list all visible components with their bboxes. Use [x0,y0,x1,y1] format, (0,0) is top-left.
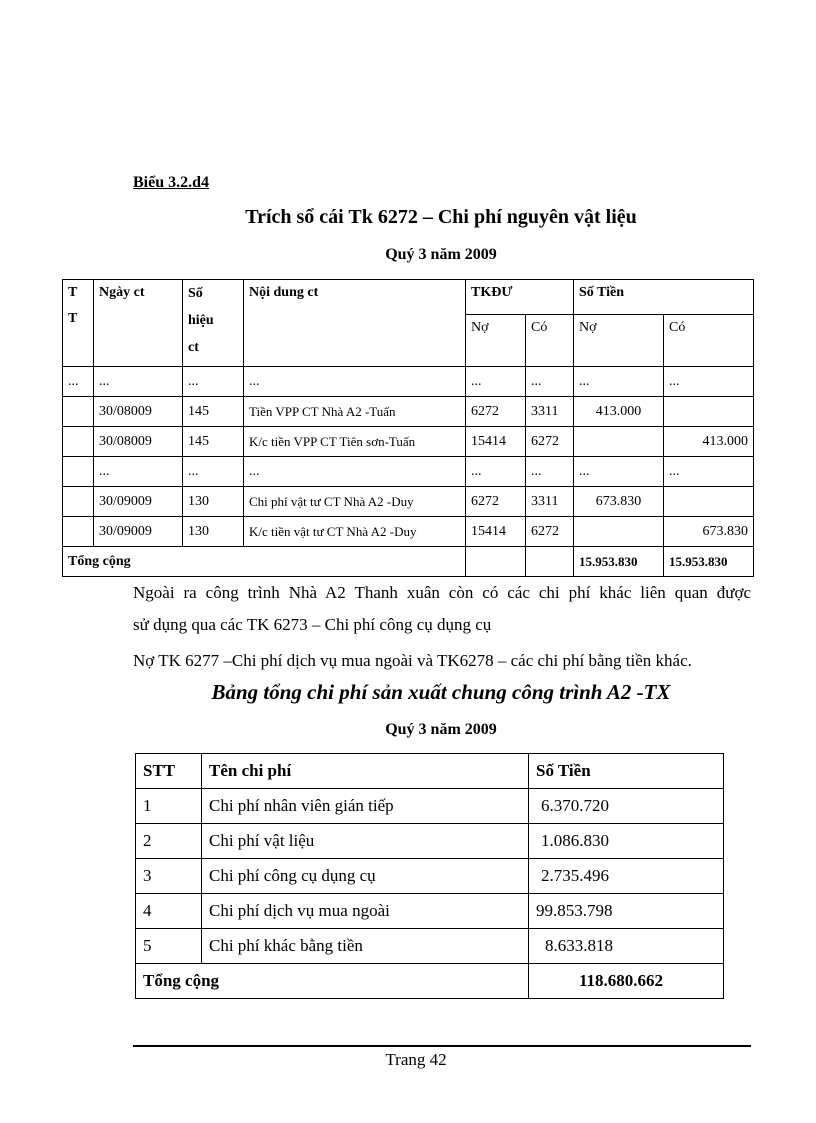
cell-number: 145 [183,427,244,457]
header-amount-credit-label: Có [669,320,686,335]
cell-tt [63,397,94,427]
cell-number: 130 [183,517,244,547]
cell-date: ... [94,367,183,397]
cell-stt: 1 [136,789,202,824]
paragraph-line-2: sử dụng qua các TK 6273 – Chi phí công cụ dụng cụ [133,615,492,634]
cell-amount-debit: ... [574,367,664,397]
header-tt-line2: T [68,311,78,326]
header-content-label: Nội dung ct [249,285,319,300]
cell-cost-amount: 6.370.720 [529,789,724,824]
ledger-header-row [63,280,754,315]
table-row [63,427,754,457]
cell-cost-name: Chi phí vật liệu [202,824,529,859]
document-label: Biểu 3.2.d4 [133,174,210,191]
ledger-table [62,279,754,577]
header-number-line1: Số [188,286,203,301]
table-row [63,517,754,547]
cell-cost-name: Chi phí khác bằng tiền [202,929,529,964]
cell-tk-debit: 6272 [466,397,526,427]
cell-tt [63,457,94,487]
header-tkdu-label: TKĐƯ [471,285,513,300]
paragraph-line-1: Ngoài ra công trình Nhà A2 Thanh xuân còn có các chi phí khác liên quan được [133,583,751,602]
cell-cost-name: Chi phí công cụ dụng cụ [202,859,529,894]
cell-tk-debit: ... [466,367,526,397]
cell-content: Tiền VPP CT Nhà A2 -Tuấn [244,397,466,427]
summary-total-value: 118.680.662 [529,964,724,999]
cell-date: 30/08009 [94,427,183,457]
cell-empty [466,547,526,577]
header-number [183,280,244,367]
cell-amount-credit: ... [664,367,754,397]
summary-header-row [136,754,724,789]
cell-amount-debit: 413.000 [574,397,664,427]
summary-table [135,753,724,999]
header-tkdu-debit-label: Nợ [471,320,489,335]
cell-amount-debit: ... [574,457,664,487]
cell-tk-credit: ... [526,457,574,487]
header-content [244,280,466,367]
cell-stt: 3 [136,859,202,894]
header-amount [574,280,754,315]
header-stt: STT [136,754,202,789]
cell-content: ... [244,367,466,397]
cell-amount-debit [574,427,664,457]
header-number-line2: hiệu [188,313,214,328]
cell-stt: 2 [136,824,202,859]
ledger-total-credit: 15.953.830 [664,547,754,577]
header-tkdu-credit-label: Có [531,320,548,335]
header-date-label: Ngày ct [99,285,145,300]
cell-number: ... [183,367,244,397]
cell-tk-credit: 6272 [526,427,574,457]
header-cost-name: Tên chi phí [202,754,529,789]
cell-content: K/c tiền vật tư CT Nhà A2 -Duy [244,517,466,547]
table-row [136,929,724,964]
table-row [136,894,724,929]
cell-amount-debit: 673.830 [574,487,664,517]
cell-tt [63,487,94,517]
cell-tt: ... [63,367,94,397]
cell-tk-credit: 3311 [526,397,574,427]
cell-tk-credit: 3311 [526,487,574,517]
summary-total-label: Tổng cộng [136,964,529,999]
header-amount-label: Số Tiền [579,285,625,300]
cell-content: K/c tiền VPP CT Tiên sơn-Tuấn [244,427,466,457]
table-row [63,487,754,517]
header-tt-line1: T [68,285,78,300]
cell-date: 30/09009 [94,487,183,517]
cell-tk-debit: 15414 [466,517,526,547]
header-tkdu [466,280,574,315]
cell-tk-debit: ... [466,457,526,487]
header-number-line3: ct [188,340,199,355]
cell-cost-amount: 99.853.798 [529,894,724,929]
ledger-period: Quý 3 năm 2009 [385,246,497,263]
ledger-title: Trích sổ cái Tk 6272 – Chi phí nguyên vật liệu [245,206,637,228]
header-date [94,280,183,367]
summary-period: Quý 3 năm 2009 [385,721,497,738]
cell-number: 145 [183,397,244,427]
header-cost-amount: Số Tiền [529,754,724,789]
footer-divider [133,1045,751,1047]
cell-content: ... [244,457,466,487]
cell-date: ... [94,457,183,487]
cell-cost-amount: 8.633.818 [529,929,724,964]
cell-content: Chi phí vật tư CT Nhà A2 -Duy [244,487,466,517]
cell-cost-amount: 1.086.830 [529,824,724,859]
cell-cost-name: Chi phí dịch vụ mua ngoài [202,894,529,929]
table-row [63,397,754,427]
cell-tk-debit: 6272 [466,487,526,517]
cell-tk-debit: 15414 [466,427,526,457]
header-tkdu-debit [466,315,526,367]
cell-tt [63,427,94,457]
cell-stt: 5 [136,929,202,964]
cell-tt [63,517,94,547]
cell-amount-credit [664,487,754,517]
cell-amount-credit: 673.830 [664,517,754,547]
ledger-total-label: Tổng cộng [63,547,466,577]
table-row [136,789,724,824]
page-number: Trang 42 [385,1050,447,1069]
header-amount-credit [664,315,754,367]
cell-cost-name: Chi phí nhân viên gián tiếp [202,789,529,824]
cell-stt: 4 [136,894,202,929]
cell-amount-credit [664,397,754,427]
table-row [136,859,724,894]
header-tkdu-credit [526,315,574,367]
ledger-total-row [63,547,754,577]
cell-amount-credit: ... [664,457,754,487]
cell-date: 30/08009 [94,397,183,427]
paragraph-line-3: Nợ TK 6277 –Chi phí dịch vụ mua ngoài và TK6278 – các chi phí bằng tiền khác. [133,651,692,670]
cell-number: ... [183,457,244,487]
ledger-total-debit: 15.953.830 [574,547,664,577]
cell-amount-debit [574,517,664,547]
cell-date: 30/09009 [94,517,183,547]
header-amount-debit [574,315,664,367]
cell-amount-credit: 413.000 [664,427,754,457]
table-row [63,367,754,397]
cell-number: 130 [183,487,244,517]
table-row [136,824,724,859]
summary-total-row [136,964,724,999]
cell-cost-amount: 2.735.496 [529,859,724,894]
cell-empty [526,547,574,577]
header-tt [63,280,94,367]
cell-tk-credit: 6272 [526,517,574,547]
table-row [63,457,754,487]
header-amount-debit-label: Nợ [579,320,597,335]
summary-title: Bảng tổng chi phí sản xuất chung công trình A2 -TX [211,680,671,704]
cell-tk-credit: ... [526,367,574,397]
